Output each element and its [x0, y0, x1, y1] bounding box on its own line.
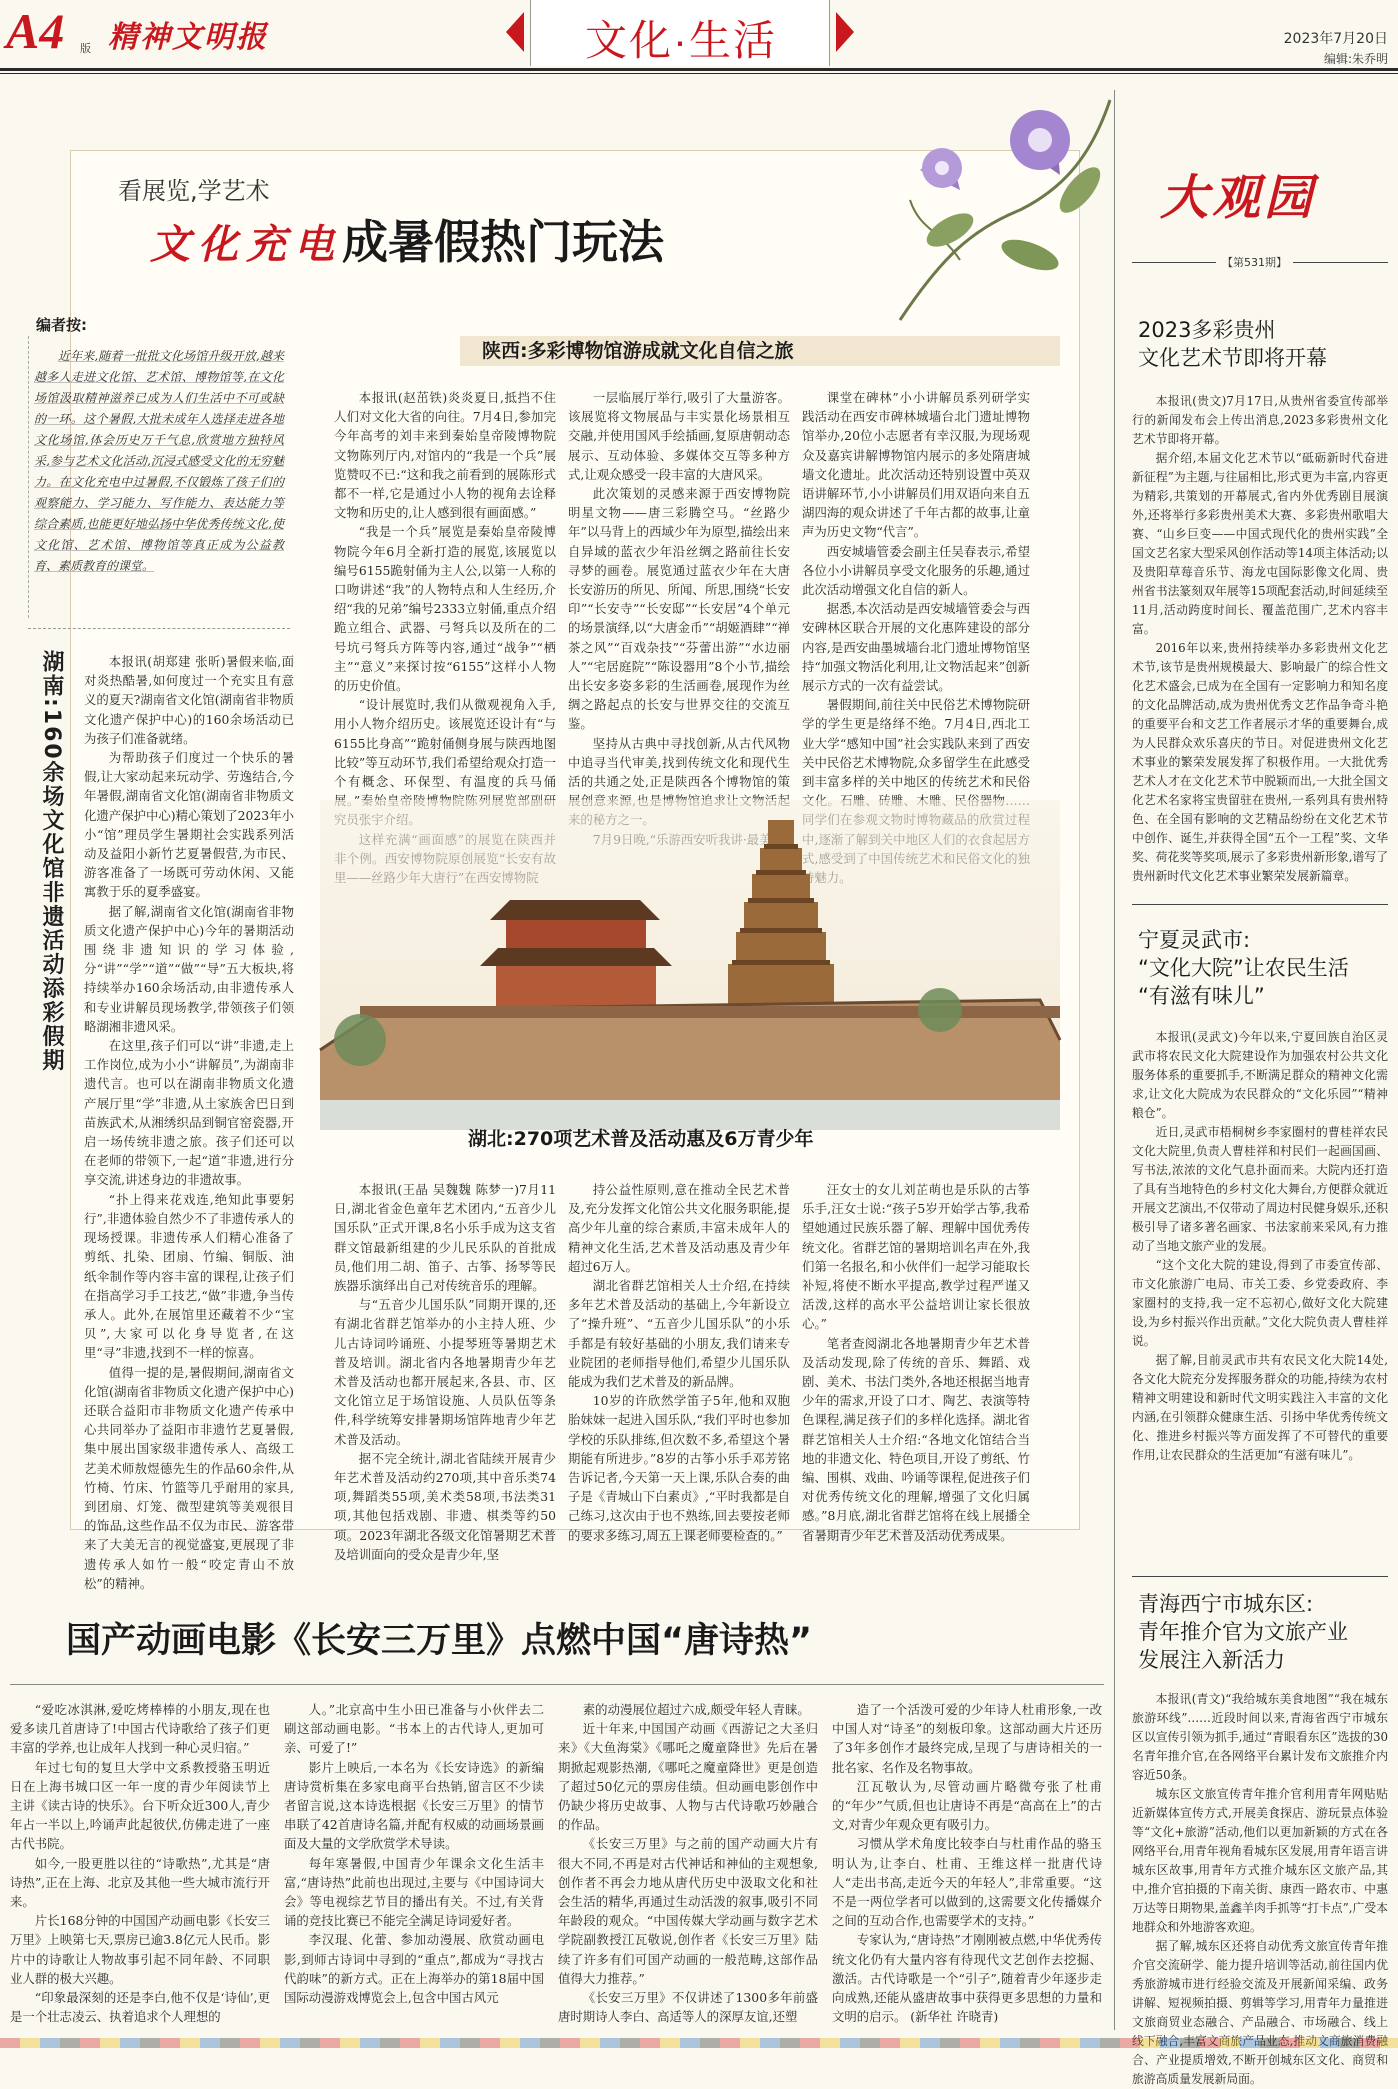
morning-glory-illustration — [880, 80, 1120, 330]
sidebar-story-3-body: 本报讯(青文)“我给城东美食地图”“我在城东旅游环线”……近段时间以来,青海省西宁市城东区以宣传引领为抓手,通过“青眼看东区”选拔的30名青年推介官,在各网络平台累计发布文旅推介内容近50条。 城东区文旅宣传青年推介官利用青年网贴贴近新媒体宣传方式,开展美食探店、游玩景点体验等“文化+旅游”活动,他们以更加新颖的方式在各网络平台,用青年视角看城东区发展,用青年语言讲城东区故事,用青年方式推介城东区文旅产品,其中,推介官拍摄的下南关街、康西一路农市、中惠万达等日期物果,盖鑫羊肉手抓等“打卡点”,广受本地群众和外地游客欢迎。 据了解,城东区还将自动优秀文旅宣传青年推介官交流研学、能力提升培训等活动,前往国内优秀旅游城市进行经验交流及开展新闻采编、政务讲解、短视频拍摄、剪辑等学习,用青年力量推进文旅商贸业态融合、产品融合、市场融合、线上线下融合,丰富文商旅产品业态,推动文商旅消费融合、产业提质增效,不断开创城东区文化、商贸和旅游高质量发展新局面。 — [1132, 1692, 1388, 2086]
editor-note-label: 编者按: — [36, 316, 87, 334]
hubei-column-3: 汪女士的女儿刘芷萌也是乐队的古筝乐手,汪女士说:“孩子5岁开始学古筝,我希望她通过民族乐器了解、理解中国优秀传统文化。省群艺馆的暑期培训名声在外,我们第一名报名,和小伙伴们一起学习能取长补短,将使不断水平提高,教学过程严谨又活泼,这样的高水平公益培训让家长很放心。” 笔者查阅湖北各地暑期青少年艺术普及活动发现,除了传统的音乐、舞蹈、戏剧、美术、书法门类外,各地还根据当地青少年的需求,开设了口才、陶艺、表演等特色课程,满足孩子们的多样化选择。湖北省群艺馆相关人士介绍:“各地文化馆结合当地的非遗文化、特色项目,开设了剪纸、竹编、围棋、戏曲、吟诵等课程,促进孩子们对优秀传统文化的理解,增强了文化归属感。”8月底,湖北省群艺馆将在线上展播全省暑期青少年艺术普及活动优秀成果。 — [802, 1182, 1030, 1543]
hunan-subhead: 湖南:160余场文化馆非遗活动添彩假期 — [39, 650, 64, 1073]
page-suffix: 版 — [80, 42, 91, 55]
hubei-column-2: 持公益性原则,意在推动全民艺术普及,充分发挥文化馆公共文化服务职能,提高少年儿童的综合素质,丰富未成年人的精神文化生活,艺术普及活动惠及青少年超过6万人。 湖北省群艺馆相关人士介绍,在持续多年艺术普及活动的基础上,今年新设立了“操升班”、“五音少儿国乐队”的小乐手都是有较好基础的小朋友,我们请来专业院团的老师指导他们,希望少儿国乐队能成为我们艺术普及的新品牌。 10岁的许欣然学笛子5年,他和双胞胎妹妹一起进入国乐队,“我们平时也参加学校的乐队排练,但次数不多,希望这个暑期能有所进步。”8岁的古筝小乐手邓芳铭告诉记者,今天第一天上课,乐队合奏的曲子是《青城山下白素贞》,“平时我都是自己练习,这次由于也不熟练,回去要按老师的要求多练习,周五上课老师要检查的。” — [568, 1182, 790, 1543]
sidebar-issue-label: 【第531期】 — [1216, 254, 1293, 270]
section-banner — [530, 0, 830, 66]
issue-date: 2023年7月20日 — [1283, 31, 1388, 47]
page-number: A4 — [6, 3, 65, 59]
editor-note-divider — [28, 628, 290, 629]
left-arrow-icon — [506, 12, 524, 52]
sidebar-column-name: 大观园 — [1160, 170, 1317, 226]
hubei-subhead: 湖北:270项艺术普及活动惠及6万青少年 — [468, 1128, 814, 1150]
print-color-bar — [0, 2038, 1398, 2048]
shaanxi-column-2: 一层临展厅举行,吸引了大量游客。该展览将文物展品与丰实景化场景相互交融,并使用国风手绘插画,复原唐朝动态展示、互动体验、多媒体交互等多种方式,让观众感受一段丰富的大唐风采。 此次策划的灵感来源于西安博物院明星文物——唐三彩腾空马。“丝路少年”以马背上的西域少年为原型,描绘出来自异域的蓝衣少年沿丝绸之路前往长安寻梦的画卷。展览通过蓝衣少年在大唐长安游历的所见、所闻、所思,围绕“长安印”“长安寺”“长安邸”“长安居”4个单元的场景演绎,以“大唐金币”“胡姬酒肆”“禅茶之风”“百戏杂技”“芬蕾出游”“水边丽人”“宅居庭院”“陈设器用”8个小节,描绘出长安多姿多彩的生活画卷,展现作为丝绸之路起点的长安与世界交往的交流互鉴。 坚持从古典中寻找创新,从古代风物中追寻当代审美,找到传统文化和现代生活的共通之处,正是陕西各个博物馆的策 — [568, 390, 790, 790]
feature-headline-main: 成暑假热门玩法 — [342, 215, 664, 269]
editor-note-text: 近年来,随着一批批文化场馆升级开放,越来越多人走进文化馆、艺术馆、博物馆等,在文化场馆汲取精神滋养已成为人们生活中不可或缺的一环。这个暑假,大批未成年人选择走进各地文化场馆,体会历史万千气息,欣赏地方独特风采,参与艺术文化活动,沉浸式感受文化的无穷魅力。在文化充电中过暑假,不仅锻炼了孩子们的观察能力、学习能力、写作能力、表达能力等综合素质,也能更好地弘扬中华优秀传统文化,使文化馆、艺术馆、博物馆等真正成为公益教育、素质教育的课堂。 — [34, 349, 284, 573]
bottom-column-1: “爱吃冰淇淋,爱吃烤棒棒的小朋友,现在也爱多读几首唐诗了!中国古代诗歌给了孩子们更丰富的学养,也让成年人找到一种心灵归宿。” 年过七旬的复旦大学中文系教授骆玉明近日在上海书城口区一年一度的青少年阅读节上主讲《读古诗的快乐》。台下听众近300人,青少年占一半以上,吟诵声此起彼伏,仿佛走进了一座古代书院。 如今,一股更胜以往的“诗歌热”,尤其是“唐诗热”,正在上海、北京及其他一些大城市流行开来。 片长168分钟的中国国产动画电影《长安三万里》上映第七天,票房已逾3.8亿元人民币。影片中的诗歌让人物故事引起不同年龄、不同职业人群的极大兴趣。 “印象最深刻的还是李白,他不仅是‘诗仙’,更是一个壮志凌云、执着追求个人理想的 — [10, 1702, 270, 2025]
shaanxi-column-1: 本报讯(赵茁铁)炎炎夏日,抵挡不住人们对文化大省的向往。7月4日,参加完今年高考的刘丰来到秦始皇帝陵博物院文物陈列厅内,对馆内的“我是一个兵”展览赞叹不已:“这和我之前看到的展陈形式都不一样,它是通过小人物的视角去诠释文物和历史的,让人感到很有画面感。” “我是一个兵”展览是秦始皇帝陵博物院今年6月全新打造的展览,该展览以编号6155跪射俑为主人公,以第一人称的口吻讲述“我”的人物特点和人生经历,介绍“我的兄弟”编号2333立射俑,重点介绍跪立组合、武器、弓弩兵以及所在的二号坑弓弩兵方阵等内容,通过“战争”“栖主”“意义”来探讨按“6155”这样小人物的历史价值。 “设计展览时,我们从微观视角入手,用小人物介绍历史。该展览还设计有“与6155比身高”“跪射俑侧身展与陕西地图比较”等互动环节,我们希望给观众打造一个有概念、环保型、有温度的兵马俑 — [334, 390, 556, 790]
hubei-column-1: 本报讯(王晶 吴魏魏 陈梦一)7月11日,湖北省金色童年艺术团内,“五音少儿国乐队”正式开课,8名小乐手成为这支省群文馆最新组建的少儿民乐队的首批成员,他们用二胡、笛子、古筝、扬琴等民族器乐演绎出自己对传统音乐的理解。 与“五音少儿国乐队”同期开课的,还有湖北省群艺馆举办的小主持人班、少儿古诗词吟诵班、小提琴班等暑期艺术普及培训。湖北省内各地暑期青少年艺术普及活动也都开展起来,各县、市、区文化馆立足于场馆设施、人员队伍等条件,科学统筹安排暑期场馆阵地青少年艺术普及活动。 据不完全统计,湖北省陆续开展青少年艺术普及活动约270项,其中音乐类74项,舞蹈类55项,美术类58项,书法类31项,其他包括戏剧、非遗、棋类等约50项。2023年湖北各级文化馆暑期艺术普及培训面向的受众是青少年,坚 — [334, 1182, 556, 1562]
sidebar-rule-2 — [1132, 1576, 1388, 1577]
section-title: 文化·生活 — [585, 17, 777, 64]
header-rule-thin — [0, 73, 1398, 74]
page-header — [0, 0, 1398, 74]
feature-headline — [150, 214, 664, 273]
right-arrow-icon — [836, 12, 854, 52]
sidebar-rule-1 — [1132, 904, 1388, 905]
feature-headline-calligraphy: 文化充电 — [150, 221, 342, 268]
bottom-column-3: 素的动漫展位超过六成,颇受年轻人青睐。 近十年来,中国国产动画《西游记之大圣归来》《大鱼海棠》《哪吒之魔童降世》先后在暑期掀起观影热潮,《哪吒之魔童降世》更是创造了超过50亿元的票房佳绩。但动画电影创作中仍缺少将历史故事、人物与古代诗歌巧妙融合的作品。 《长安三万里》与之前的国产动画大片有很大不同,不再是对古代神话和神仙的主观想象,创作者不再会力地从唐代历史中汲取文化和社会生活的精华,再通过生动活泼的叙事,吸引不同年龄段的观众。“中国传媒大学动画与数字艺术学院副教授江瓦敬说,创作者《长安三万里》陆续了许多有们可国产动画的一般范畴,这部作品值得大力推荐。” 《长安三万里》不仅讲述了1300多年前盛唐时期诗人李白、高适等人的深厚友谊,还塑 — [558, 1702, 818, 2025]
sidebar-story-3-title: 青海西宁市城东区: 青年推介官为文旅产业 发展注入新活力 — [1138, 1592, 1348, 1672]
sidebar-story-1-title: 2023多彩贵州 文化艺术节即将开幕 — [1138, 318, 1327, 370]
header-rule — [0, 68, 1398, 71]
feature-kicker: 看展览,学艺术 — [118, 177, 270, 205]
shaanxi-subhead: 陕西:多彩博物馆游成就文化自信之旅 — [482, 340, 794, 362]
sidebar-story-1-body: 本报讯(贵文)7月17日,从贵州省委宣传部举行的新闻发布会上传出消息,2023多彩贵州文化艺术节即将开幕。 据介绍,本届文化艺术节以“砥砺新时代奋进新征程”为主题,与往届相比,形式更为丰富,内容更为精彩,共策划的开幕展式,省内外优秀剧目展演外,还将举行多彩贵州美术大赛、多彩贵州歌唱大赛、“山乡巨变——中国式现代化的贵州实践”全国文艺名家大型采风创作活动等14项主体活动;以及贵阳草莓音乐节、海龙屯国际影像文化周、贵州省书法篆刻双年展等15项配套活动,时间延续至11月,活动跨度时间长、覆盖范围广,艺术内容丰富。 2016年以来,贵州持续举办多彩贵州文化艺术节,该节是贵州规模最大、影响最广的综合性文化艺术盛会,已成为在全国有一定影响力和知名度的文化品牌活动,成为贵州优秀文艺作品争奇斗艳的重要平台和文艺工作者展示才华的重要舞台,成为人民群众欢乐喜庆的节日。对促进贵州文化艺术事业的繁荣发展发挥了积极作用。一大批优秀艺术人才在文化艺术节中脱颖而出,一大批全国文化艺术名家将宝贵留驻在贵州,一系列具有贵州特色、在全国有影响的文艺精品纷纷在文化艺术节中创作、诞生,并获得全国“五个一工程”奖、文华奖、荷花奖等奖项,展示了多彩贵州新形象,谱写了贵州新时代文化艺术事业繁荣发展新篇章。 — [1132, 394, 1388, 883]
sidebar-story-2-body: 本报讯(灵武文)今年以来,宁夏回族自治区灵武市将农民文化大院建设作为加强农村公共文化服务体系的重要抓手,不断满足群众的精神文化需求,让文化大院成为农民群众的“文化乐园”“精神粮仓”。 近日,灵武市梧桐树乡李家圈村的曹桂祥农民文化大院里,负责人曹桂祥和村民们一起画国画、写书法,浓浓的文化气息扑面而来。大院内还打造了具有当地特色的乡村文化大舞台,方便群众就近开展文艺演出,不仅带动了周边村民健身娱乐,还积极引导了诸多著名画家、书法家前来采风,有力推动了当地文旅产业的发展。 “这个文化大院的建设,得到了市委宣传部、市文化旅游广电局、市关工委、乡党委政府、李家圈村的支持,我一定不忘初心,做好文化大院建设,为乡村振兴作出贡献。”文化大院负责人曹桂祥说。 据了解,目前灵武市共有农民文化大院14处,各文化大院充分发挥服务群众的功能,持续为农村精神文明建设和新时代文明实践注入丰富的文化内涵,在引领群众健康生活、引扬中华优秀传统文化、推进乡村振兴等方面发挥了不可替代的重要作用,让农民群众的生活更加“有滋有味儿”。 — [1132, 1030, 1388, 1462]
bottom-column-2: 人。”北京高中生小田已准备与小伙伴去二刷这部动画电影。“书本上的古代诗人,更加可亲、可爱了!” 影片上映后,一本名为《长安诗选》的新编唐诗赏析集在多家电商平台热销,留言区不少读者留言说,这本诗选根据《长安三万里》的情节串联了42首唐诗名篇,并配有权威的动画场景画面及大量的文学欣赏学术导读。 每年寒暑假,中国青少年课余文化生活丰富,“唐诗热”此前也出现过,主要与《中国诗词大会》等电视综艺节目的播出有关。不过,有关背诵的竞技比赛已不能完全满足诗词爱好者。 李汉琨、化蕾、参加动漫展、欣赏动画电影,到师古诗词中寻到的“重点”,都成为“寻找古代韵味”的新方式。正在上海举办的第18届中国国际动漫游戏博览会上,包含中国古风元 — [284, 1702, 544, 2006]
editor-credit: 编辑:朱乔明 — [1323, 52, 1388, 66]
hunan-column: 本报讯(胡郑建 张昕)暑假来临,面对炎热酷暑,如何度过一个充实且有意义的夏天?湖南省文化馆(湖南省非物质文化遗产保护中心)的160余场活动已为孩子们准备就绪。 为帮助孩子们度过一个快乐的暑假,让大家动起来玩动学、劳逸结合,今年暑假,湖南省文化馆(湖南省非物质文化遗产保护中心)精心策划了2023年小小“馆”理员学生暑期社会实践系列活动及益阳小新竹艺夏暑假营,为市民、游客准备了一场既可劳动休闲、又能寓教于乐的夏季盛宴。 据了解,湖南省文化馆(湖南省非物质文化遗产保护中心)今年的暑期活动围绕非遗知识的学习体验,分“讲”“学”“道”“做”“导”五大板块,将持续举办160余场活动,由非遗传承人和专业讲解员现场教学,带领孩子们领略湖湘非遗风采。 在这里,孩子们可以“讲”非遗,走上工作岗位,成为小小“讲解员”,为湖南非遗代言。也可以在湖南非物质文化遗产展厅里“学”非遗,从土家族舍巴日到苗族武术,从湘绣织品到铜官窑瓷器,开启一场传统非遗之旅。孩子们还可以在老师的带领下,一起“道”非遗,进行分享交流,讲述身边的非遗故事。 “扑上得来花戏连,绝知此事要躬行”,非遗体验自然少不了非遗传承人的现场授课。非遗传承人们精心准备了剪纸、扎染、团扇、竹编、铜版、油纸伞制作等内容丰富的课程,让孩子们在指高学习手工技艺,“做”非遗,争当传承人。此外,在展馆里还藏着不少“宝贝”,大家可以化身导览者,在这里“寻”非遗,找到不一样的惊喜。 值得一提的是,暑假期间,湖南省文化馆(湖南省非物质文化遗产保护中心)还联合益阳市非物质文化遗产传承中心共同举办了益阳市非遗竹艺夏暑假,集中展出国家级非遗传承人、高级工艺美术师敖煜德先生的作品60余件,从竹椅、竹床、竹篮等几乎耐用的家具,到团扇、灯笼、微型建筑等美观很目的饰品,这些作品不仅为市民、游客带来了大美无言的视觉盛宴,更展现了非遗传承人如竹一般“咬定青山不放松”的精神。 — [84, 654, 294, 1591]
bottom-story-rule — [10, 1684, 1104, 1685]
masthead-logo: 精神文明报 — [108, 20, 268, 55]
bottom-story-headline: 国产动画电影《长安三万里》点燃中国“唐诗热” — [66, 1621, 813, 1661]
shaanxi-column-3: 课堂在碑林”小小讲解员系列研学实践活动在西安市碑林城墙台北门遗址博物馆举办,20位小志愿者有幸汉服,为现场观众及嘉宾讲解博物馆内展示的多处隋唐城墙文化遗址。此次活动还特别设置中英双语讲解环节,小小讲解员们用双语向来自五湖四海的观众讲述了千年古都的故事,让童声为历史文物“代言”。 西安城墙管委会副主任吴春表示,希望各位小小讲解员享受文化服务的乐趣,通过此次活动增强文化自信的新人。 据悉,本次活动是西安城墙管委会与西安碑林区联合开展的文化惠阵建设的部分内容,是西安曲墨城墙台北门遗址博物馆坚持“加强文物活化利用,让文物活起来”创新展示方式的一次有益尝试。 暑假期间,前往关中民俗艺术博物院研学的学生更是络绎不绝。7月4日,西北工业大学“感知中国”社会实践队来到了西安关中民俗艺术博物院,众多留学生在此感受到丰富多样的关中地区的传统艺术和民俗 — [802, 390, 1030, 790]
sidebar-divider — [1114, 90, 1115, 2030]
sidebar-story-2-title: 宁夏灵武市: “文化大院”让农民生活 “有滋有味儿” — [1138, 928, 1349, 1008]
bottom-column-4: 造了一个活泼可爱的少年诗人杜甫形象,一改中国人对“诗圣”的刻板印象。这部动画大片还历了3年多创作才最终完成,呈现了与唐诗相关的一批名家、名作及名物事故。 江瓦敬认为,尽管动画片略微夸张了杜甫的“年少”气质,但也让唐诗不再是“高高在上”的古文,对青少年观众更有吸引力。 习惯从学术角度比较李白与杜甫作品的骆玉明认为,让李白、杜甫、王维这样一批唐代诗人“走出书高,走近今天的年轻人”,非常重要。“这不是一两位学者可以做到的,这需要文化传播媒介之间的互动合作,也需要学术的支持。” 专家认为,“唐诗热”才刚刚被点燃,中华优秀传统文化仍有大量内容有待现代文艺创作去挖掘、激活。古代诗歌是一个“引子”,随着青少年逐步走向成熟,还能从盛唐故事中获得更多思想的力量和文明的启示。 (新华社 许晓青) — [832, 1702, 1102, 2025]
xian-city-wall-illustration — [320, 800, 1060, 1130]
